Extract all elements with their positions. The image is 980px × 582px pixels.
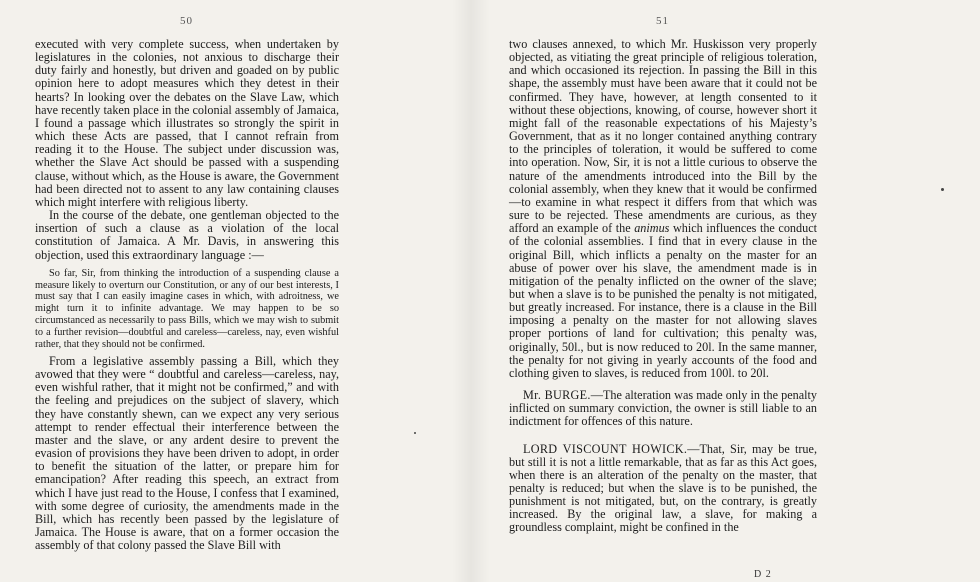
- speaker-name: Mr. BURGE.: [523, 388, 591, 403]
- text-column: [509, 38, 817, 535]
- quote-text: So far, Sir, from thinking the introduction of a suspending clause a measure likely to overturn our Constitution, or any of our best interests, I must say that I can easily imagine cases in which, with adroitness, we might turn it to infinite advantage. We may happen to be so circumstanced as necessarily to pass Bills, which we may wish to submit to a further revision—doubtful and careless—careless, nay, even wishful rather, that they should not be confirmed.: [35, 267, 339, 351]
- paragraph: In the course of the debate, one gentleman objected to the insertion of such a clause as a violation of the local constitution of Jamaica. A Mr. Davis, in answering this objection, used this extraordinary language :—: [35, 208, 339, 262]
- paragraph: From a legislative assembly passing a Bill, which they avowed that they were “ doubtful and careless—careless, nay, even wishful rather, that it might not be confirmed,” and with the feeling and prejudices on the subject of slavery, which they have constantly shewn, can we expect any very serious attempt to render effectual their interference between the master and the slave, or any ardent desire to prevent the evasion of provisions they have been driven to adopt, in order to benefit the situation of the latter, or prepare him for emancipation? After reading this speech, an extract from which I have just read to the House, I confess that I examined, with some degree of curiosity, the amendments made in the Bill, which has recently been passed by the legislature of Jamaica. The House is aware, that on a former occasion the assembly of that colony passed the Slave Bill with: [35, 354, 339, 553]
- speech-text: —That, Sir, may be true, but still it is not a little remarkable, that as far as this Act goes, when there is an alteration of the penalty on the master, that penalty is reduced; but when the slave is to be punished, the punishment is not mitigated, but, on the contrary, is greatly increased. By the original law, a slave, for making a groundless complaint, might be confined in the: [509, 441, 817, 535]
- speaker-name: LORD VISCOUNT HOWICK.: [523, 441, 688, 456]
- text-column: [35, 38, 339, 552]
- emphasis-word: animus: [634, 221, 670, 236]
- speech: [509, 389, 817, 428]
- speech-text: —The alteration was made only in the penalty inflicted on summary conviction, the owner is still liable to an indictment for offences of this nature.: [509, 388, 817, 429]
- block-quote: [35, 268, 339, 351]
- page-number: 51: [656, 15, 669, 27]
- print-speck: [941, 188, 944, 191]
- paragraph-text: which influences the conduct of the colonial assemblies. I find that in every clause in the original Bill, which inflicts a penalty on the master for an abuse of power over his slave, the amendment made is in mitigation of the penalty inflicted on the owner of the slave; but when a slave is to be punished the penalty is not mitigated, but greatly increased. For instance, there is a clause in the Bill imposing a penalty on the master for not allowing slaves proper portions of land for cultivation; this penalty was, originally, 50l., but is now reduced to 20l. In the same manner, the penalty for not giving in yearly accounts of the food and clothing given to slaves, is reduced from 100l. to 20l.: [509, 221, 817, 380]
- speech: [509, 443, 817, 535]
- paragraph: [509, 38, 817, 380]
- signature-mark: D 2: [754, 569, 772, 580]
- left-page: [0, 0, 460, 582]
- page-number: 50: [180, 15, 193, 27]
- paragraph: executed with very complete success, when undertaken by legislatures in the colonies, not anxious to discharge their duty fairly and honestly, but driven and goaded on by public opinion here to adopt measures which they detest in their hearts? In looking over the debates on the Slave Law, which have recently taken place in the colonial assembly of Jamaica, I found a passage which illustrates so strongly the spirit in which these Acts are passed, that I cannot refrain from reading it to the House. The subject under discussion was, whether the Slave Act should be passed with a suspending clause, without which, as the House is aware, the Government had been directed not to assent to any law containing clauses which might interfere with religious liberty.: [35, 37, 339, 209]
- print-speck: [414, 432, 416, 434]
- right-page: [480, 0, 980, 582]
- paragraph-text: two clauses annexed, to which Mr. Huskisson very properly objected, as vitiating the great principle of religious toleration, and which occasioned its rejection. In passing the Bill in this shape, the assembly must have been aware that it could not be confirmed. They have, however, at length consented to it without these objections, knowing, of course, however short it might fall of the reasonable expectations of his Majesty’s Government, that as it no longer contained anything contrary to the principles of toleration, it would be suffered to come into operation. Now, Sir, it is not a little curious to observe the nature of the amendments introduced into the Bill by the colonial assembly, when they knew that it would be confirmed—to examine in what respect it differs from that which was sure to be rejected. These amendments are curious, as they afford an example of the: [509, 37, 817, 236]
